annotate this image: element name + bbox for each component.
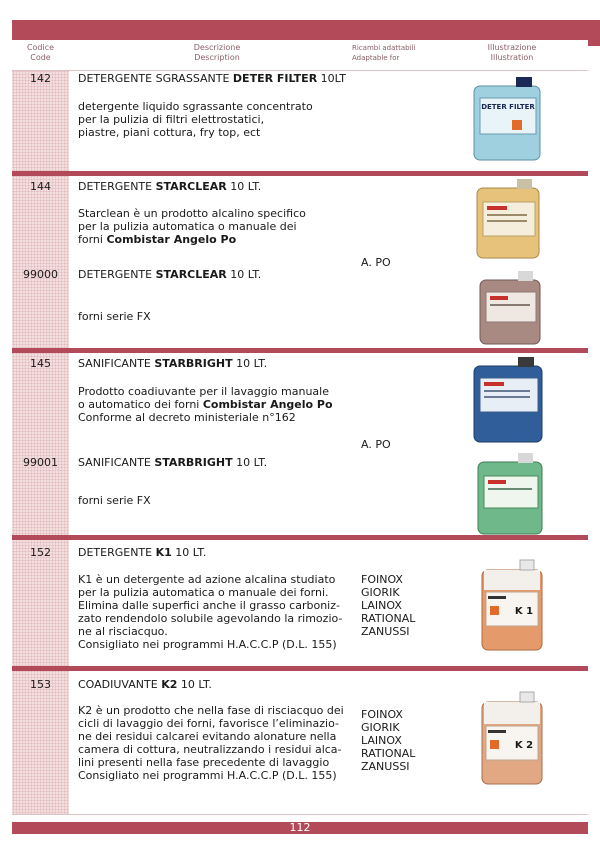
description-line: K2 è un prodotto che nella fase di risciacquo dei <box>78 704 344 717</box>
title-suffix: 10 LT. <box>177 678 212 691</box>
product-title <box>78 357 267 370</box>
k1-canister-image <box>478 558 548 652</box>
title-prefix: DETERGENTE <box>78 268 156 281</box>
starclear-fx-canister-image <box>476 270 546 346</box>
description-line: ne al risciacquo. <box>78 625 168 638</box>
header-description-it: Descrizione <box>193 43 241 52</box>
header-code-it: Codice <box>26 43 55 52</box>
product-code: 153 <box>30 678 51 691</box>
product-title <box>78 268 261 281</box>
description-line: lini presenti nella fase precedente di lavaggio <box>78 756 330 769</box>
line-bold: Combistar Angelo Po <box>106 233 237 246</box>
adaptable-brand: GIORIK <box>361 721 400 734</box>
adaptable-brand: RATIONAL <box>361 747 416 760</box>
product-code: 99001 <box>23 456 58 469</box>
header-adaptable <box>352 43 432 63</box>
header-code-en: Code <box>30 53 51 62</box>
header-description <box>72 43 362 63</box>
adaptable-for: A. PO <box>361 256 391 269</box>
starbright-fx-canister-image <box>474 452 548 536</box>
adaptable-brand: GIORIK <box>361 586 400 599</box>
description-line: Consigliato nei programmi H.A.C.C.P (D.L. 155) <box>78 638 337 651</box>
title-bold: STARCLEAR <box>155 268 227 281</box>
description-note: forni serie FX <box>78 310 151 323</box>
description-line: Consigliato nei programmi H.A.C.C.P (D.L. 155) <box>78 769 337 782</box>
adaptable-brand: LAINOX <box>361 599 402 612</box>
starbright-canister-image <box>470 356 548 444</box>
row-divider <box>12 348 588 353</box>
starclear-canister-image <box>473 178 545 260</box>
canister-label-text: DETER FILTER <box>481 103 535 111</box>
description-line: per la pulizia di filtri elettrostatici, <box>78 113 265 126</box>
title-prefix: COADIUVANTE <box>78 678 162 691</box>
title-bold: STARBRIGHT <box>154 456 233 469</box>
title-prefix: SANIFICANTE <box>78 456 155 469</box>
header-illustration <box>467 43 557 63</box>
description-line: Prodotto coadiuvante per il lavaggio manuale <box>78 385 329 398</box>
title-bold: STARBRIGHT <box>154 357 233 370</box>
row-divider <box>12 535 588 540</box>
k2-canister-image <box>478 690 548 786</box>
canister-label-text: K 2 <box>514 740 534 751</box>
title-suffix: 10LT <box>317 72 346 85</box>
header-illustration-en: Illustration <box>490 53 534 62</box>
title-suffix: 10 LT. <box>232 456 268 469</box>
product-code: 142 <box>30 72 51 85</box>
product-title <box>78 180 261 193</box>
adaptable-brand: RATIONAL <box>361 612 416 625</box>
title-suffix: 10 LT. <box>171 546 207 559</box>
description-line: zato rendendolo solubile agevolando la rimozio- <box>78 612 343 625</box>
description-line <box>78 398 333 411</box>
product-title <box>78 456 267 469</box>
product-title <box>78 546 206 559</box>
product-code: 145 <box>30 357 51 370</box>
adaptable-brand: FOINOX <box>361 708 403 721</box>
header-adaptable-en: Adaptable for <box>352 54 400 62</box>
title-prefix: DETERGENTE <box>78 180 156 193</box>
line-bold: Combistar Angelo Po <box>202 398 333 411</box>
title-prefix: DETERGENTE SGRASSANTE <box>78 72 233 85</box>
title-bold: K1 <box>155 546 172 559</box>
adaptable-brand: LAINOX <box>361 734 402 747</box>
description-line: K1 è un detergente ad azione alcalina studiato <box>78 573 336 586</box>
corner-notch <box>556 0 600 20</box>
deter-filter-canister-image <box>470 76 546 162</box>
description-line: Elimina dalle superfici anche il grasso carboniz- <box>78 599 340 612</box>
title-bold: K2 <box>161 678 178 691</box>
description-line: per la pulizia automatica o manuale dei forni. <box>78 586 329 599</box>
title-bold: DETER FILTER <box>232 72 318 85</box>
description-line: Conforme al decreto ministeriale n°162 <box>78 411 296 424</box>
page-footer <box>12 822 588 834</box>
description-line <box>78 233 236 246</box>
page-number: 112 <box>289 821 311 834</box>
row-divider <box>12 70 588 71</box>
title-bold: STARCLEAR <box>155 180 227 193</box>
adaptable-for: A. PO <box>361 438 391 451</box>
product-title <box>78 72 346 85</box>
adaptable-brand: ZANUSSI <box>361 760 410 773</box>
adaptable-brand: ZANUSSI <box>361 625 410 638</box>
title-prefix: SANIFICANTE <box>78 357 155 370</box>
title-prefix: DETERGENTE <box>78 546 156 559</box>
description-line: camera di cottura, neutralizzando i residui alca- <box>78 743 342 756</box>
row-divider <box>12 814 588 815</box>
title-suffix: 10 LT. <box>232 357 268 370</box>
header-description-en: Description <box>194 53 240 62</box>
row-divider <box>12 666 588 671</box>
description-line: piastre, piani cottura, fry top, ect <box>78 126 261 139</box>
title-suffix: 10 LT. <box>226 268 262 281</box>
line-prefix: o automatico dei forni <box>78 398 203 411</box>
header-code <box>12 43 69 63</box>
line-prefix: forni <box>78 233 107 246</box>
product-code: 99000 <box>23 268 58 281</box>
header-adaptable-it: Ricambi adattabili <box>352 44 416 52</box>
description-line: detergente liquido sgrassante concentrato <box>78 100 313 113</box>
product-code: 152 <box>30 546 51 559</box>
description-line: per la pulizia automatica o manuale dei <box>78 220 297 233</box>
table-header <box>12 40 588 71</box>
canister-label-text: K 1 <box>514 606 534 617</box>
description-line: Starclean è un prodotto alcalino specifico <box>78 207 306 220</box>
description-note: forni serie FX <box>78 494 151 507</box>
title-suffix: 10 LT. <box>226 180 262 193</box>
row-divider <box>12 171 588 176</box>
product-code: 144 <box>30 180 51 193</box>
adaptable-brand: FOINOX <box>361 573 403 586</box>
product-title <box>78 678 212 691</box>
header-illustration-it: Illustrazione <box>487 43 537 52</box>
description-line: ne dei residui calcarei evitando alonature nella <box>78 730 337 743</box>
description-line: cicli di lavaggio dei forni, favorisce l’eliminazio- <box>78 717 339 730</box>
